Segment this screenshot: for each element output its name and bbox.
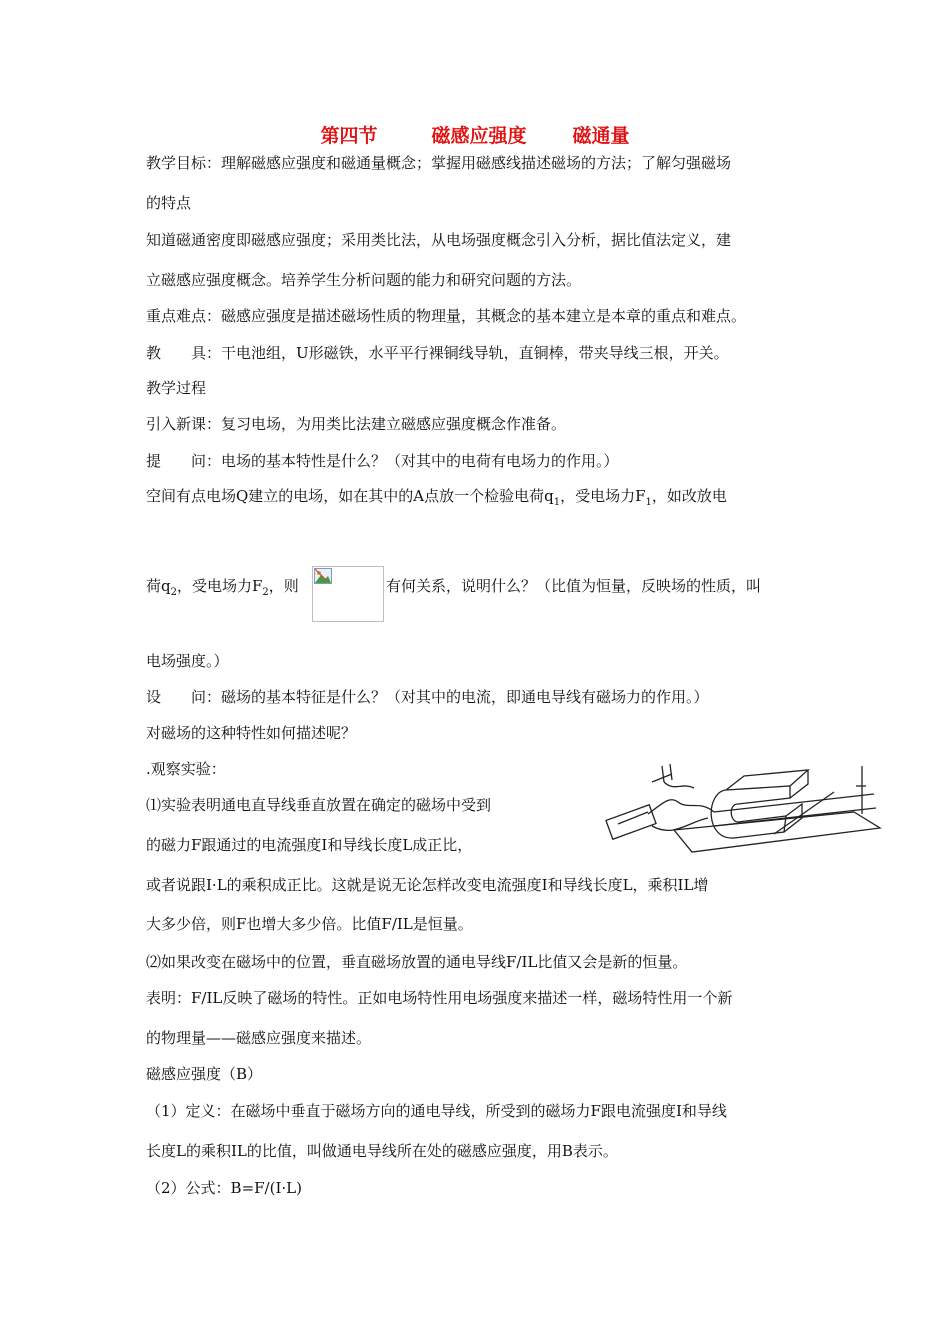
- text-run: 空间有点电场Q建立的电场，如在其中的A点放一个检验电荷q: [146, 487, 554, 505]
- experiment-line-4: 大多少倍，则F也增大多少倍。比值F/IL是恒量。: [146, 915, 473, 933]
- intro-line: 引入新课：复习电场，为用类比法建立磁感应强度概念作准备。: [146, 415, 567, 433]
- broken-image-placeholder: [312, 566, 384, 622]
- subscript: 2: [262, 587, 269, 598]
- conclusion-line-1: 表明：F/IL反映了磁场的特性。正如电场特性用电场强度来描述一样，磁场特性用一个新: [146, 989, 733, 1007]
- experiment-line-5: ⑵如果改变在磁场中的位置，垂直磁场放置的通电导线F/IL比值又会是新的恒量。: [146, 953, 688, 971]
- text-run: ，受电场力F: [560, 487, 646, 505]
- title-part-2: 磁感应强度: [431, 125, 527, 147]
- section-title: [0, 124, 950, 148]
- definition-line-1: （1）定义：在磁场中垂直于磁场方向的通电导线，所受到的磁场力F跟电流强度I和导线: [146, 1102, 727, 1120]
- formula-line: （2）公式：B=F/(I·L): [146, 1179, 302, 1197]
- teaching-aids-line: [146, 343, 729, 363]
- subscript: 2: [170, 587, 177, 598]
- definition-line-2: 长度L的乘积IL的比值，叫做通电导线所在处的磁感应强度，用B表示。: [146, 1142, 618, 1160]
- observe-experiment-line: .观察实验：: [146, 760, 226, 778]
- subscript: 1: [553, 497, 561, 508]
- subscript: 1: [645, 497, 652, 508]
- assume-label-a: 设: [146, 688, 162, 706]
- teaching-aids-text: 具：干电池组，U形磁铁，水平平行裸铜线导轨，直铜棒，带夹导线三根，开关。: [191, 344, 729, 362]
- electric-field-line-2-tail: 有何关系，说明什么？（比值为恒量，反映场的性质，叫: [386, 577, 762, 595]
- electric-field-line-3: 电场强度。）: [146, 652, 229, 670]
- experiment-line-3: 或者说跟I·L的乘积成正比。这就是说无论怎样改变电流强度I和导线长度L，乘积IL增: [146, 876, 709, 894]
- text-run: ，则: [268, 577, 299, 595]
- teaching-goal-line-4: 立磁感应强度概念。培养学生分析问题的能力和研究问题的方法。: [146, 271, 582, 289]
- text-run: ，如改放电: [651, 487, 727, 505]
- title-part-1: 第四节: [320, 125, 378, 147]
- describe-question-line: 对磁场的这种特性如何描述呢？: [146, 724, 357, 742]
- question-label-a: 提: [146, 452, 162, 470]
- experiment-line-1: ⑴实验表明通电直导线垂直放置在确定的磁场中受到: [146, 796, 492, 814]
- text-run: ，受电场力F: [176, 577, 263, 595]
- title-part-3: 磁通量: [572, 125, 630, 147]
- question-text: 问：电场的基本特性是什么？（对其中的电荷有电场力的作用。）: [191, 452, 619, 470]
- image-icon: [314, 568, 332, 584]
- conclusion-line-2: 的物理量——磁感应强度来描述。: [146, 1029, 372, 1047]
- assume-question-line: [146, 687, 709, 707]
- electric-field-line-1: [146, 486, 727, 513]
- teaching-process-heading: 教学过程: [146, 379, 207, 397]
- experiment-line-2: 的磁力F跟通过的电流强度I和导线长度L成正比，: [146, 836, 473, 854]
- question-line: [146, 451, 619, 471]
- teaching-goal-line-2: 的特点: [146, 194, 192, 212]
- electric-field-line-2: [146, 576, 299, 603]
- assume-text: 问：磁场的基本特征是什么？（对其中的电流，即通电导线有磁场力的作用。）: [191, 688, 709, 706]
- magnet-experiment-illustration: [604, 752, 882, 860]
- teaching-goal-line-1: 教学目标：理解磁感应强度和磁通量概念；掌握用磁感线描述磁场的方法；了解匀强磁场: [146, 154, 732, 172]
- teaching-aids-label-a: 教: [146, 344, 162, 362]
- teaching-goal-line-3: 知道磁通密度即磁感应强度；采用类比法，从电场强度概念引入分析，据比值法定义，建: [146, 231, 732, 249]
- text-run: 荷q: [146, 577, 171, 595]
- key-points-line: 重点难点：磁感应强度是描述磁场性质的物理量，其概念的基本建立是本章的重点和难点。: [146, 307, 747, 325]
- magnetic-induction-heading: 磁感应强度（B）: [146, 1065, 263, 1083]
